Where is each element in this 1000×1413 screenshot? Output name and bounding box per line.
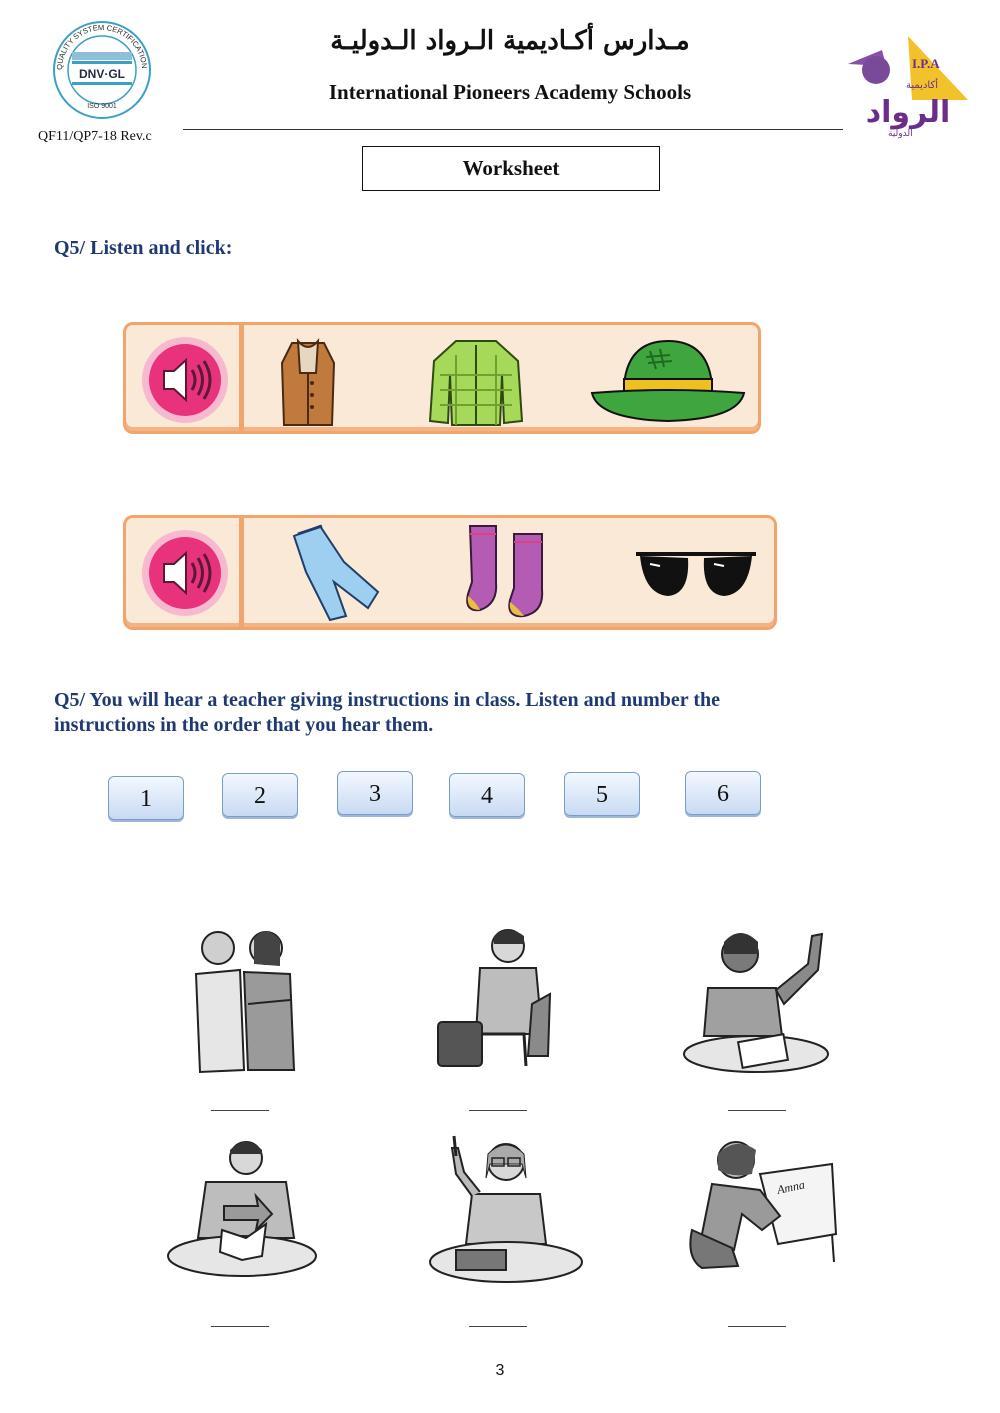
ipa-logo: [842, 30, 974, 140]
sunglasses-icon[interactable]: [630, 544, 762, 613]
logo-standard: ISO 9001: [87, 103, 117, 110]
logo-arabic-big: الرواد: [865, 95, 951, 130]
speaker-icon: [140, 335, 230, 425]
raise-hand-icon: [680, 924, 840, 1074]
page-number: 3: [495, 1362, 505, 1379]
pair-work-icon: [162, 924, 322, 1074]
strip-divider: [239, 518, 244, 627]
header-divider: [183, 129, 843, 130]
logo-latin: I.P.A: [912, 56, 940, 71]
speaker-button[interactable]: [140, 528, 230, 618]
speaker-icon: [140, 528, 230, 618]
socks-icon[interactable]: [462, 520, 558, 625]
audio-row-1: [123, 322, 761, 434]
logo-brand: DNV·GL: [79, 67, 125, 81]
answer-blank[interactable]: [728, 1326, 786, 1327]
write-name-icon: [682, 1134, 842, 1284]
logo-arabic-bottom: الدولية: [888, 129, 913, 139]
answer-blank[interactable]: [211, 1110, 269, 1111]
answer-blank[interactable]: [728, 1110, 786, 1111]
audio-row-2: [123, 515, 777, 630]
school-name-english: International Pioneers Academy Schools: [328, 80, 692, 104]
open-book-icon: [162, 1134, 322, 1284]
number-button-2[interactable]: 2: [222, 773, 298, 817]
dnv-gl-logo: [50, 18, 154, 122]
answer-blank[interactable]: [469, 1326, 527, 1327]
hat-icon[interactable]: [588, 333, 748, 430]
jeans-icon[interactable]: [284, 522, 384, 627]
svg-text:Amna: Amna: [775, 1177, 807, 1197]
question-1-heading: Q5/ Listen and click:: [54, 237, 233, 259]
number-button-3[interactable]: 3: [337, 771, 413, 815]
school-name-arabic: مـدارس أكـاديمية الـرواد الـدوليـة: [330, 26, 690, 56]
sit-down-icon: [428, 924, 588, 1074]
number-button-1[interactable]: 1: [108, 776, 184, 820]
logo-ring-text: QUALITY SYSTEM CERTIFICATION: [54, 22, 150, 71]
logo-arabic-small: أكاديمية: [906, 80, 938, 91]
worksheet-title: Worksheet: [362, 146, 660, 191]
document-code: QF11/QP7-18 Rev.c: [38, 129, 152, 144]
answer-blank[interactable]: [211, 1326, 269, 1327]
pencil-up-icon: [426, 1134, 586, 1284]
strip-divider: [239, 325, 244, 431]
number-button-6[interactable]: 6: [685, 771, 761, 815]
question-2-heading: Q5/ You will hear a teacher giving instructions in class. Listen and number the instructions in the order that you hear them.: [54, 689, 720, 736]
coat-icon[interactable]: [276, 333, 340, 434]
number-button-4[interactable]: 4: [449, 773, 525, 817]
jacket-icon[interactable]: [426, 335, 526, 434]
answer-blank[interactable]: [469, 1110, 527, 1111]
speaker-button[interactable]: [140, 335, 230, 425]
number-button-5[interactable]: 5: [564, 772, 640, 816]
